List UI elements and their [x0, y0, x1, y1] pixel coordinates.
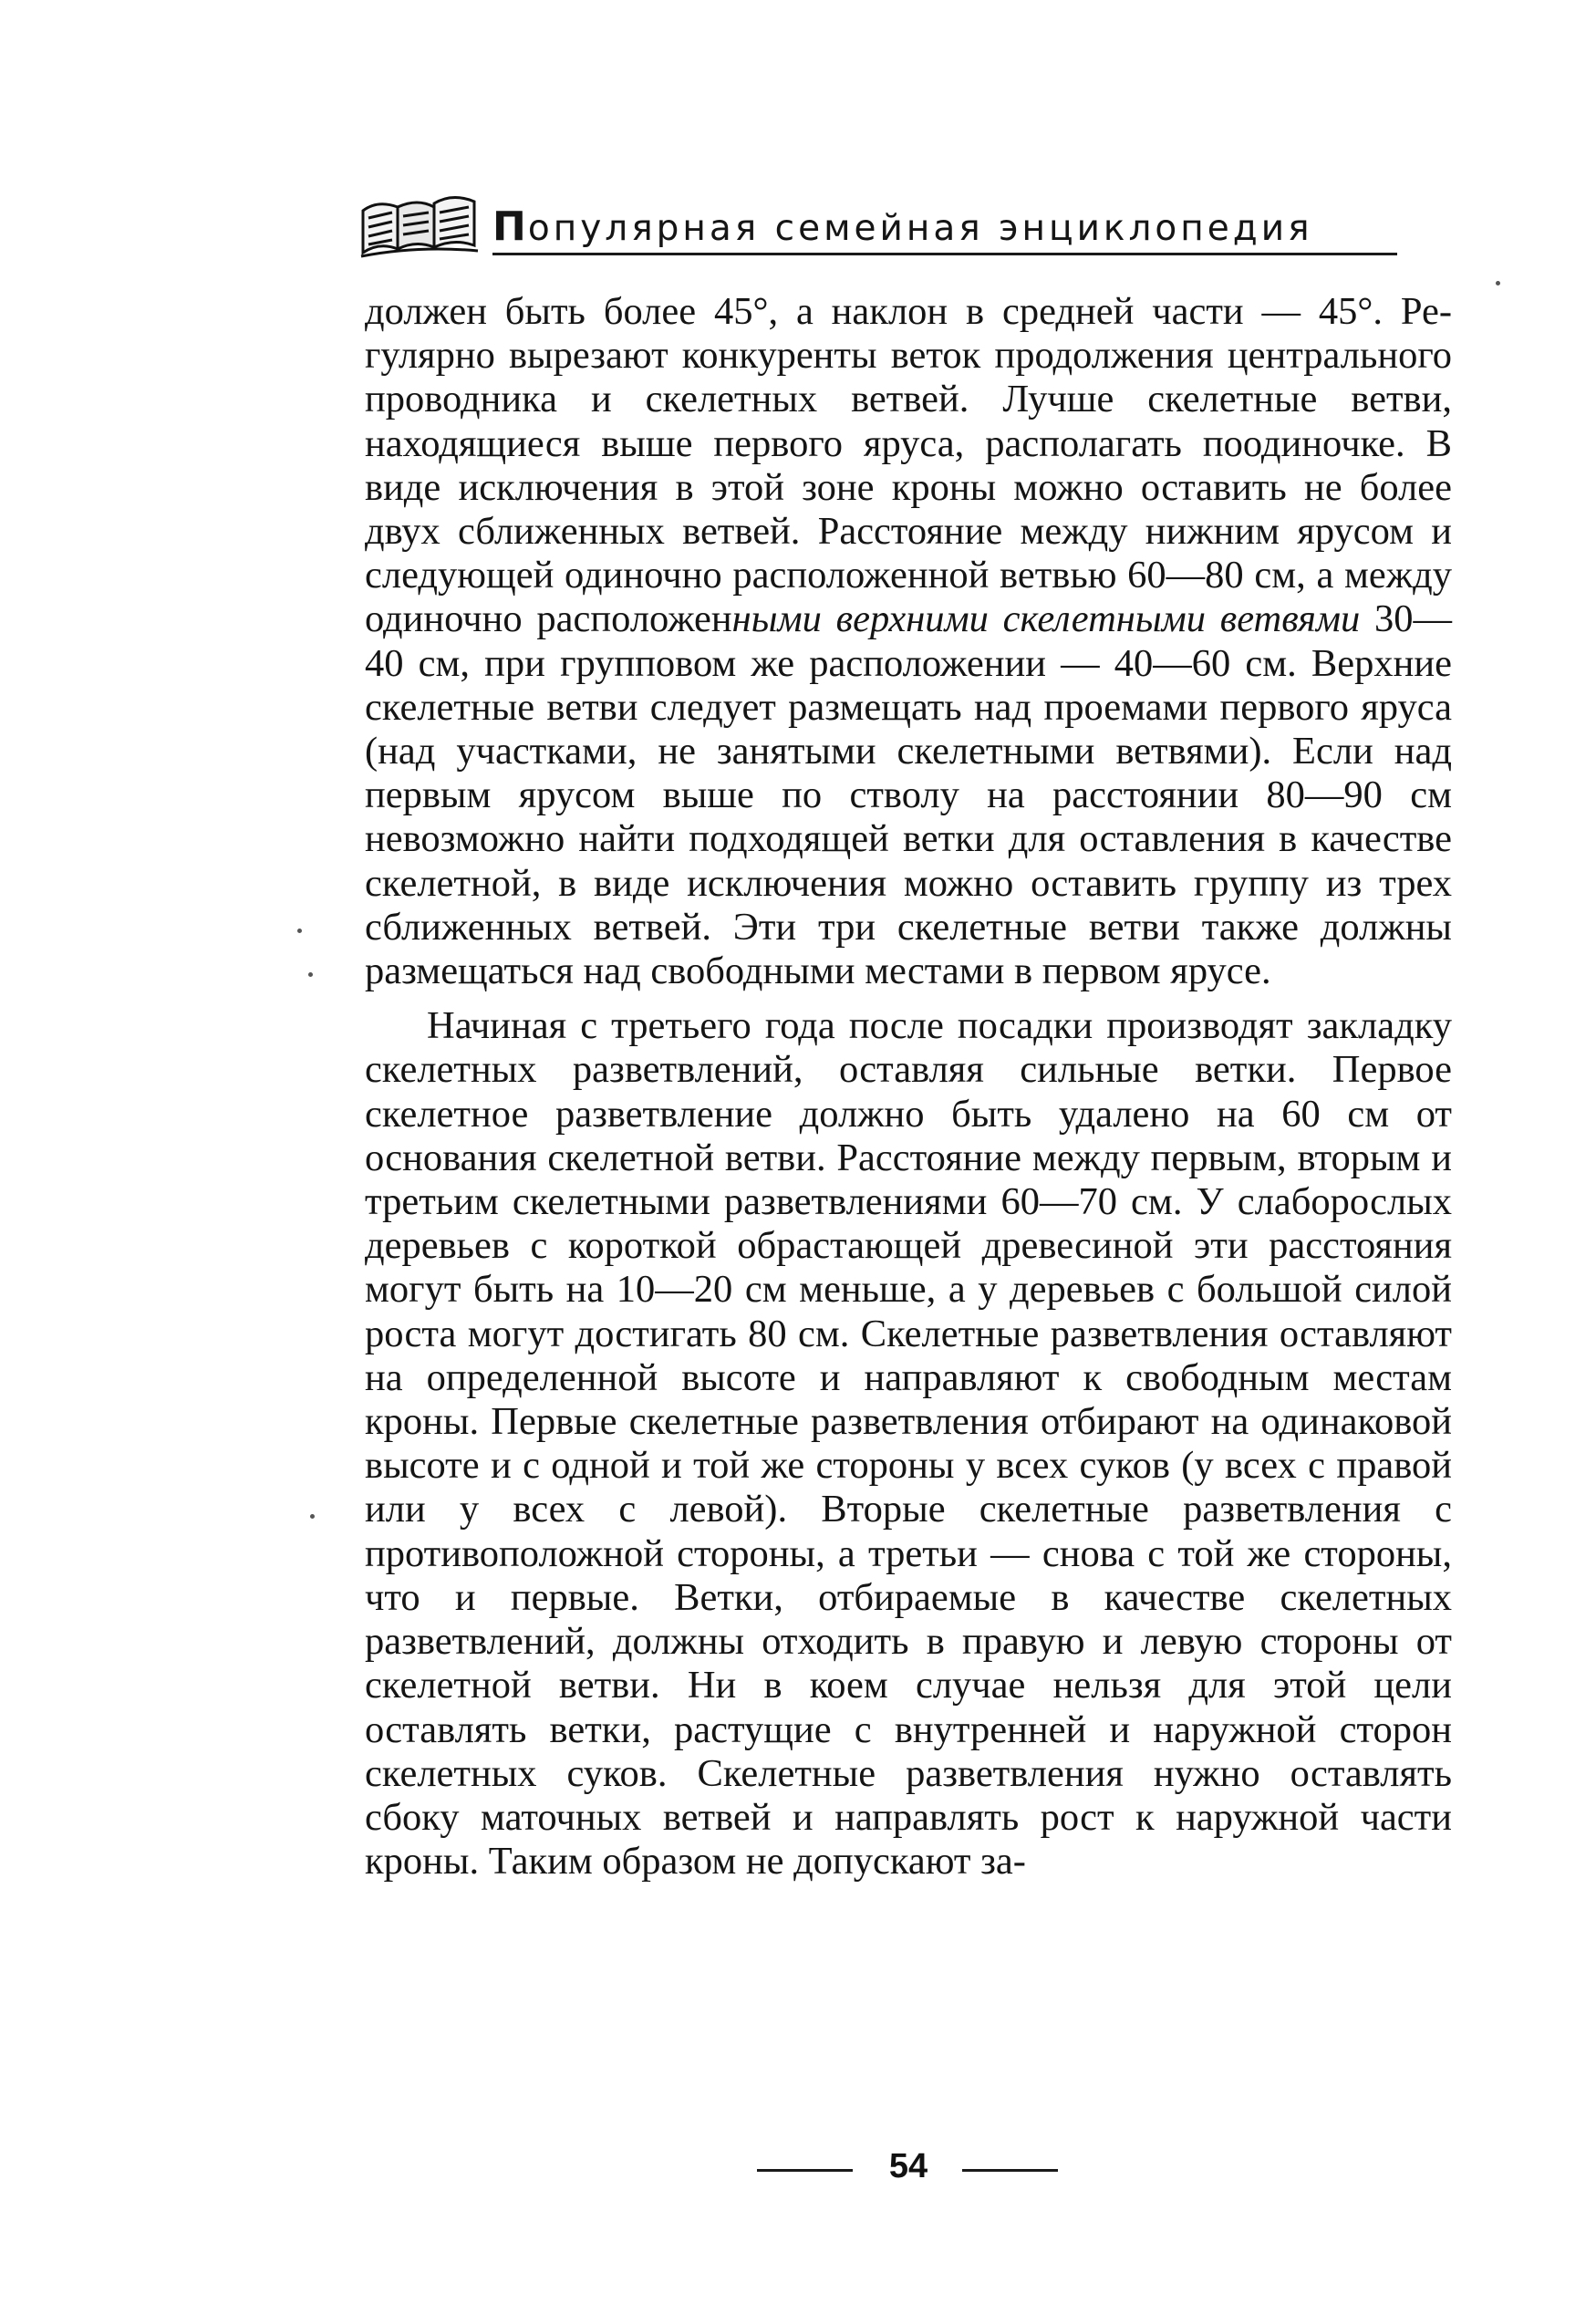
header-rule: [492, 253, 1397, 255]
paragraph-1-part-a: должен быть более 45°, а наклон в средней части — 45°. Регулярно вырезают конкуренты веток продолжения центрального проводника и скелетных ветвей. Лучше скелетные ветви, находящиеся выше первого яруса, располагать поодиночке. В виде исключения в этой зоне кроны можно оставить не более двух сближенных ветвей. Расстояние между нижним ярусом и следующей одиночно расположенной ветвью 60—80 см, а между одиночно расположен: [365, 290, 1452, 641]
open-books-icon: [358, 187, 481, 260]
scan-speck: [310, 1514, 315, 1519]
scan-speck: [1496, 281, 1500, 285]
paragraph-1: [365, 290, 1452, 993]
series-title-initial: П: [492, 203, 528, 250]
paragraph-1-italic: ными верхними скелетными ветвями: [731, 597, 1361, 641]
folio-dash-right: [962, 2169, 1058, 2172]
page-number: 54: [888, 2147, 928, 2185]
series-title-rest: опулярная семейная энциклопедия: [527, 208, 1313, 249]
body-text: [365, 290, 1452, 1884]
scan-speck: [308, 972, 313, 977]
paragraph-2: Начиная с третьего года после посадки производят закладку скелетных разветвлений, оставляя сильные ветки. Первое скелетное разветвление должно быть удалено на 60 см от основания скелетной ветви. Расстояние между первым, вторым и третьим скелетными разветвлениями 60—70 см. У слаборослых деревьев с короткой обрастающей древесиной эти расстояния могут быть на 10—20 см меньше, а у деревьев с большой силой роста могут достигать 80 см. Скелетные разветвления оставляют на определенной высоте и направляют к свободным местам кроны. Первые скелетные разветвления отбирают на одинаковой высоте и с одной и той же стороны у всех суков (у всех с правой или у всех с левой). Вторые скелетные разветвления с противоположной стороны, а третьи — снова с той же стороны, что и первые. Ветки, отбираемые в качестве скелетных разветвлений, должны отходить в правую и левую стороны от скелетной ветви. Ни в коем случае нельзя для этой цели оставлять ветки, растущие с внутренней и наружной сторон скелетных суков. Скелетные разветвления нужно оставлять сбоку маточных ветвей и направлять рост к наружной части кроны. Таким образом не допускают за-: [365, 1004, 1452, 1884]
running-header: [358, 187, 1397, 260]
page-number-block: [757, 2142, 1058, 2196]
folio-dash-left: [757, 2169, 853, 2172]
scan-speck: [297, 929, 302, 933]
paragraph-1-part-b: 30—40 см, при групповом же расположении — 40—60 см. Верхние скелетные ветви следует размещать над проемами первого яруса (над участками, не занятыми скелетными ветвями). Если над первым ярусом выше по стволу на расстоянии 80—90 см невозможно найти подходящей ветки для оставления в качестве скелетной, в виде исключения можно оставить группу из трех сближенных ветвей. Эти три скелетные ветви также должны размещаться над свободными местами в первом ярусе.: [365, 597, 1452, 993]
series-title: [492, 203, 1313, 250]
